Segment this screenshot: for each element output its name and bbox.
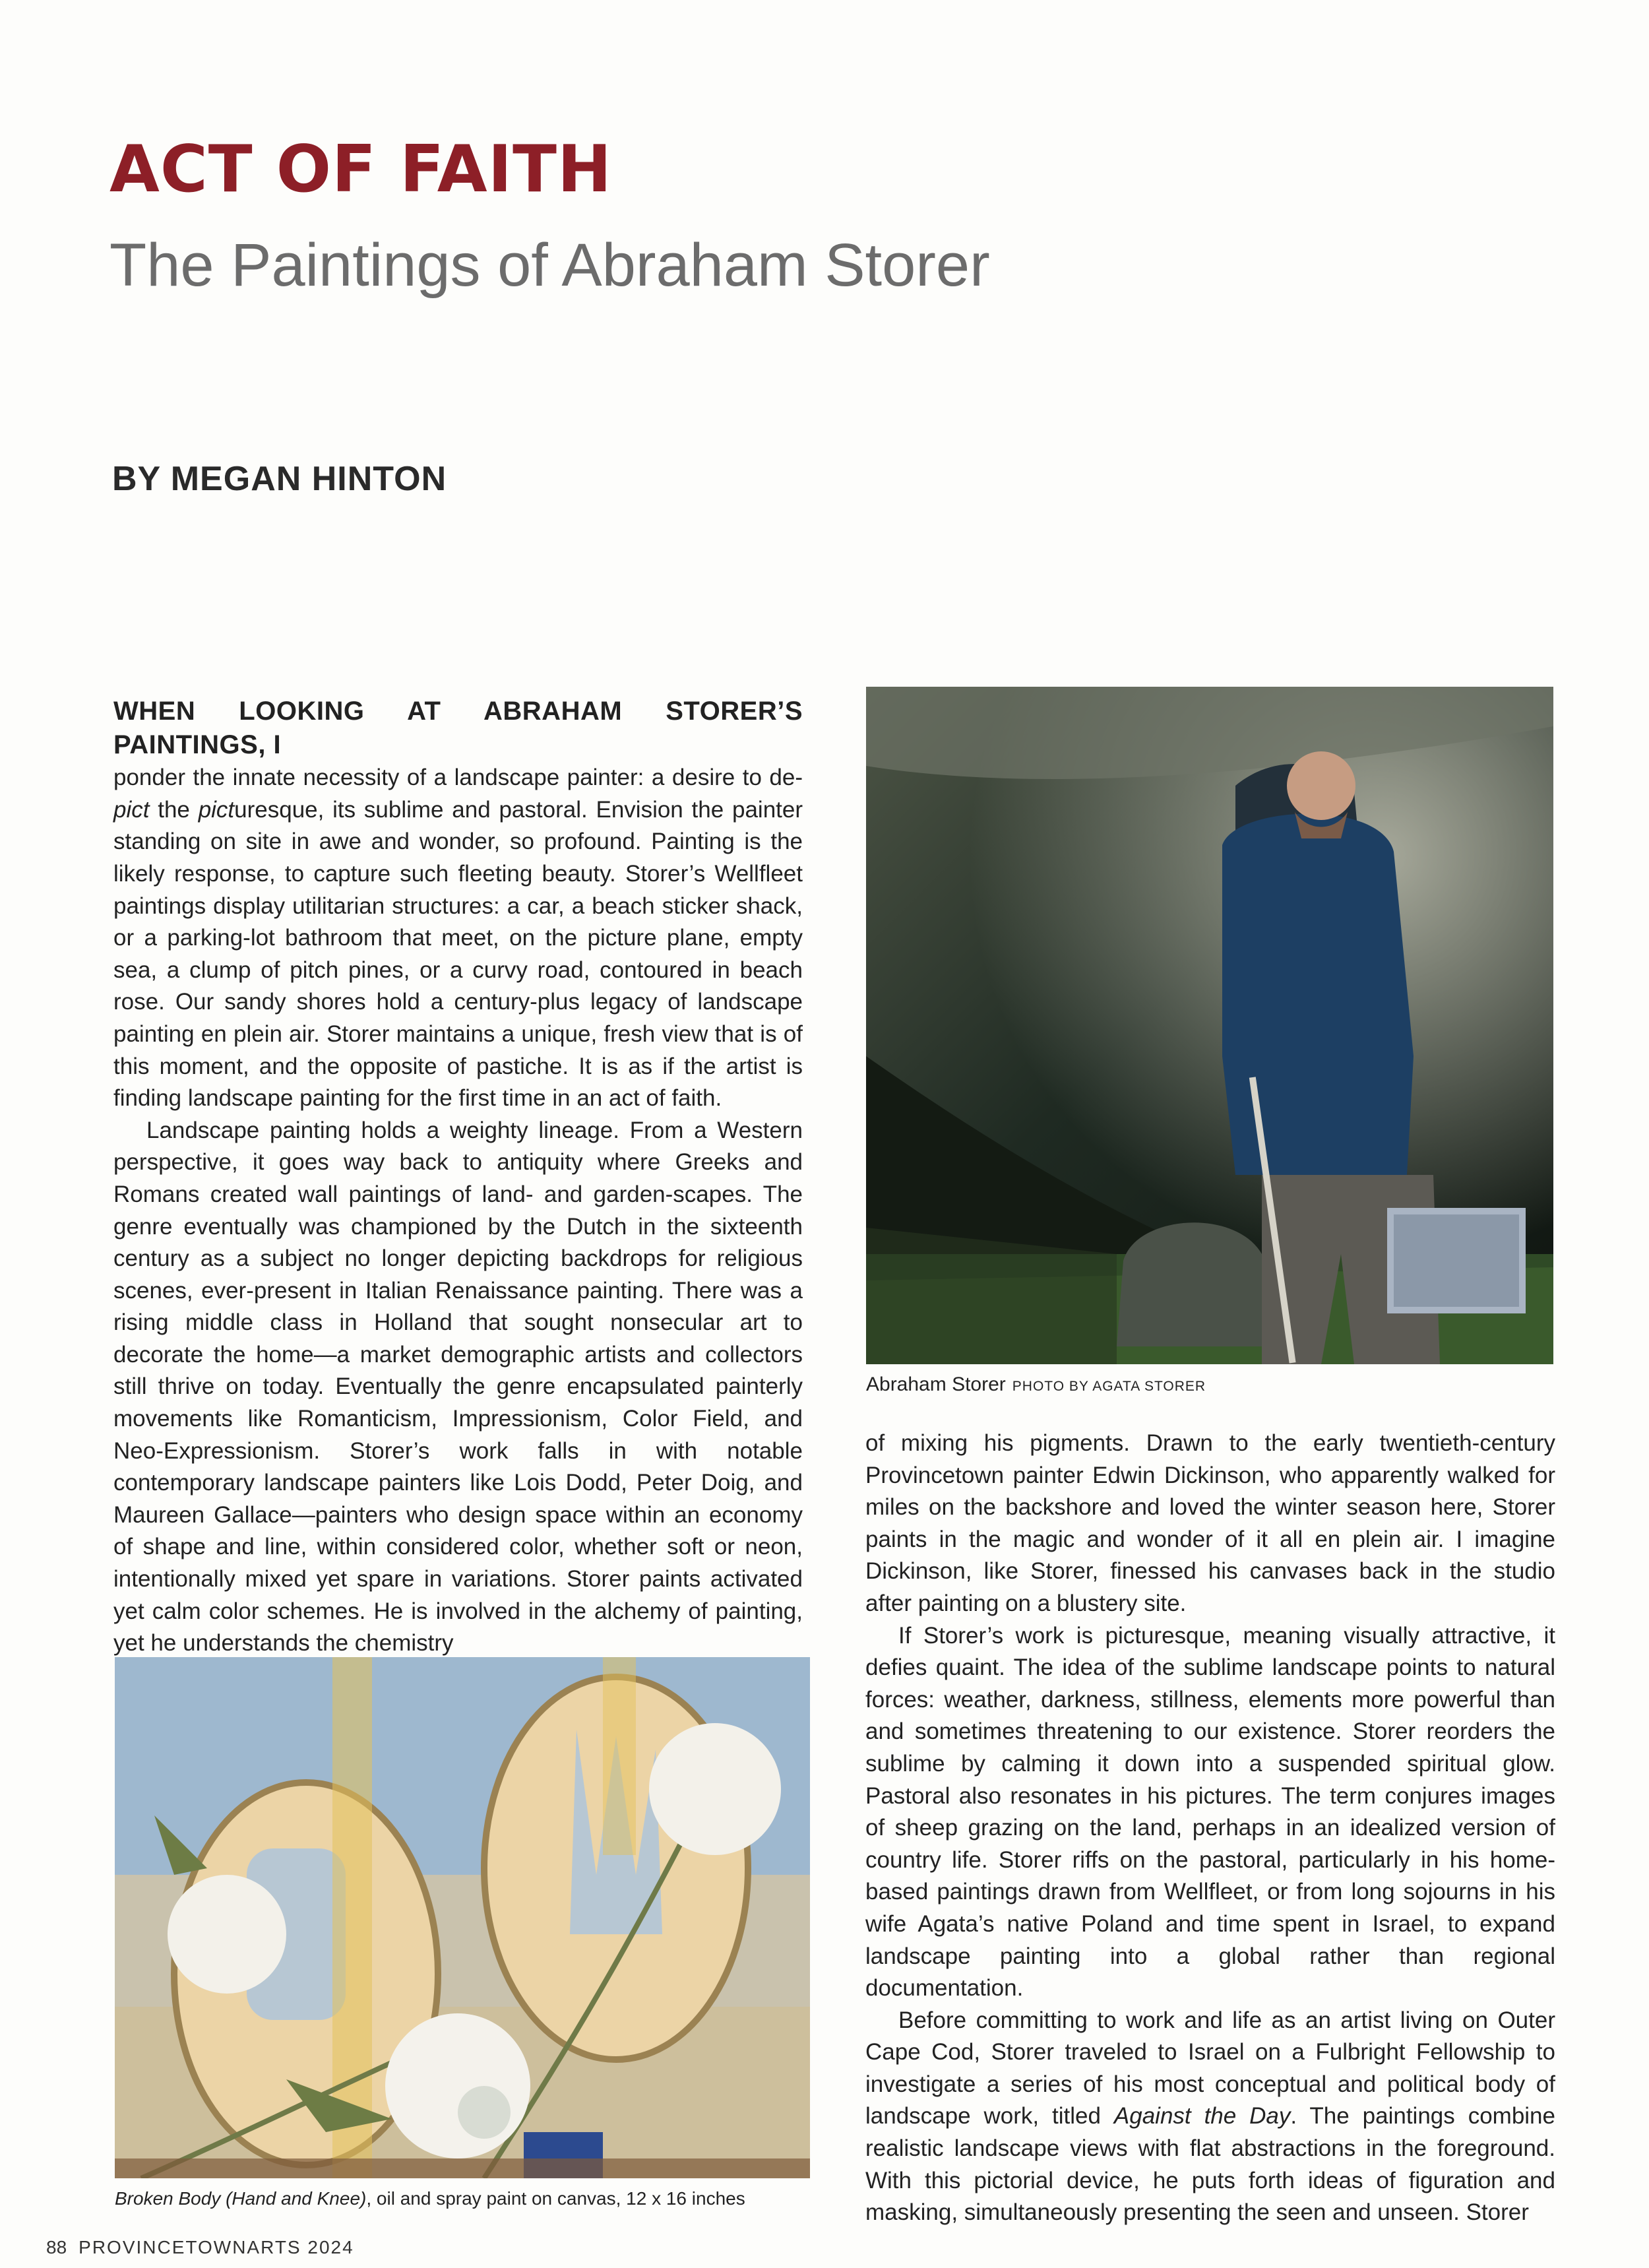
page-number: 88 <box>46 2237 67 2257</box>
paragraph-1 <box>113 695 803 1115</box>
painting-caption-details: , oil and spray paint on canvas, 12 x 16 inches <box>366 2188 745 2209</box>
paragraph-1-text-a: ponder the innate necessity of a landscape painter: a desire to de- <box>113 765 803 791</box>
paragraph-2: Landscape painting holds a weighty lineage. From a Western perspective, it goes way back to antiquity where Greeks and Romans created wall paintings of land- and garden-scapes. The genre eventually was championed by the Dutch in the sixteenth century as a subject no longer depicting backdrops for religious scenes, ever-present in Italian Renaissance painting. There was a rising middle class in Holland that sought nonsecular art to decorate the home—a market demographic artists and collectors still thrive on today. Eventually the genre encapsulated painterly movements like Romanticism, Impressionism, Color Field, and Neo-Expressionism. Storer’s work falls in with notable contemporary landscape painters like Lois Dodd, Peter Doig, and Maureen Gallace—painters who design space within an economy of shape and line, within considered color, whether soft or neon, intentionally mixed yet spare in variations. Storer paints activated yet calm color schemes. He is involved in the alchemy of painting, yet he understands the chemistry <box>113 1117 803 1656</box>
body-column-right <box>865 1428 1555 2229</box>
article-subtitle: The Paintings of Abraham Storer <box>109 232 990 299</box>
photo-caption-credit: PHOTO BY AGATA STORER <box>1012 1379 1206 1394</box>
paragraph-5-text-b: . The paintings combine realistic landscape views with flat abstractions in the foreground. With this pictorial device, he puts forth ideas of figuration and masking, simultaneously presenting the seen and unseen. Storer <box>865 2103 1555 2226</box>
paragraph-4: If Storer’s work is picturesque, meaning visually attractive, it defies quaint. The idea of the sublime landscape points to natural forces: weather, darkness, stillness, elements more powerful than and sometimes threatening to our existence. Storer reorders the sublime by calming it down into a suspended spiritual glow. Pastoral also resonates in his pictures. The term conjures images of sheep grazing on the land, perhaps in an idealized version of country life. Storer riffs on the pastoral, particularly in his home-based paintings drawn from Wellfleet, or from long sojourns in his wife Agata’s native Poland and time spent in Israel, to expand landscape painting into a global rather than regional documentation. <box>865 1622 1555 2001</box>
paragraph-1-text-b: the <box>149 796 199 823</box>
painting-caption <box>115 2188 745 2209</box>
portrait-photo <box>866 687 1553 1364</box>
page-footer <box>46 2237 354 2258</box>
lead-in: WHEN LOOKING AT ABRAHAM STORER’S PAINTINGS, I <box>113 697 803 759</box>
painting-image <box>115 1657 810 2178</box>
paragraph-5-text-a: Before committing to work and life as an artist living on Outer Cape Cod, Storer traveled to Israel on a Fulbright Fellowship to investigate a series of his most conceptual and political body of landscape work, titled <box>865 2007 1555 2129</box>
article-title: ACT OF FAITH <box>109 132 612 207</box>
paragraph-3: of mixing his pigments. Drawn to the early twentieth-century Provincetown painter Edwin Dickinson, who apparently walked for miles on the backshore and loved the winter season here, Storer paints in the magic and wonder of it all en plein air. I imagine Dickinson, like Storer, finessed his canvases back in the studio after painting on a blustery site. <box>865 1430 1555 1616</box>
paragraph-1-emphasis-2: pict <box>198 796 235 823</box>
photo-caption <box>866 1373 1206 1396</box>
photo-caption-name: Abraham Storer <box>866 1373 1006 1395</box>
body-column-left <box>113 695 803 1660</box>
paragraph-1-emphasis-1: pict <box>113 796 150 823</box>
paragraph-1-text-c: uresque, its sublime and pastoral. Envision the painter standing on site in awe and wonder, so profound. Painting is the likely response, to capture such fleeting beauty. Storer’s Wellfleet paintings display utilitarian structures: a car, a beach sticker shack, or a parking-lot bathroom that meet, on the picture plane, empty sea, a clump of pitch pines, or a curvy road, contoured in beach rose. Our sandy shores hold a century-plus legacy of landscape painting en plein air. Storer maintains a unique, fresh view that is of this moment, and the opposite of pastiche. It is as if the artist is finding landscape painting for the first time in an act of faith. <box>113 796 803 1112</box>
paragraph-5 <box>865 2005 1555 2229</box>
painting-caption-title: Broken Body (Hand and Knee) <box>115 2188 367 2209</box>
publication-name: PROVINCETOWNARTS 2024 <box>78 2237 354 2257</box>
paragraph-5-emphasis: Against the Day <box>1113 2103 1291 2129</box>
byline: BY MEGAN HINTON <box>112 460 447 498</box>
